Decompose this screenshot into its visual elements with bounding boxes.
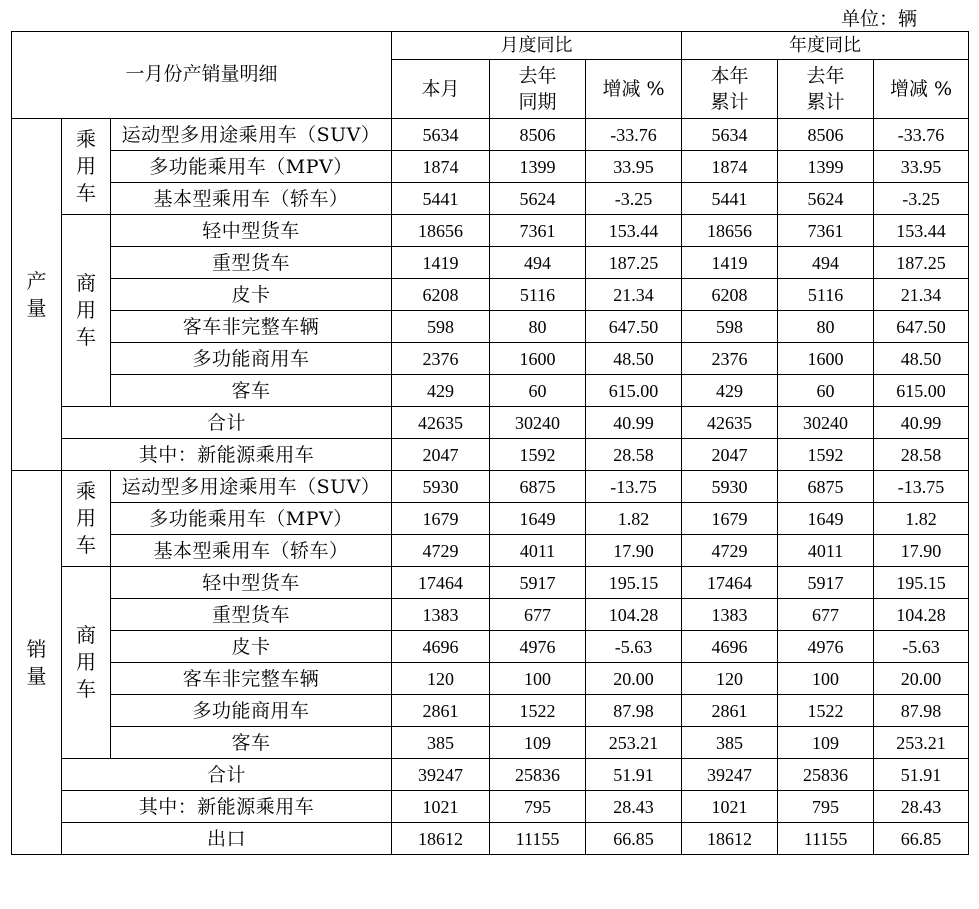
table-row — [12, 279, 969, 311]
summary-row — [12, 439, 969, 471]
value-cell: 25836 — [778, 759, 874, 791]
value-cell: 7361 — [778, 215, 874, 247]
commercial-group-label: 商 用 车 — [62, 567, 111, 759]
row-label: 基本型乘用车（轿车） — [111, 183, 392, 215]
value-cell: 87.98 — [586, 695, 682, 727]
table-row — [12, 663, 969, 695]
value-cell: 4696 — [392, 631, 490, 663]
value-cell: 8506 — [490, 119, 586, 151]
value-cell: -33.76 — [874, 119, 969, 151]
row-label: 客车非完整车辆 — [111, 311, 392, 343]
table-row — [12, 471, 969, 503]
value-cell: 42635 — [392, 407, 490, 439]
table-row — [12, 311, 969, 343]
row-label: 多功能商用车 — [111, 695, 392, 727]
value-cell: 1679 — [682, 503, 778, 535]
value-cell: 100 — [778, 663, 874, 695]
value-cell: 598 — [392, 311, 490, 343]
value-cell: 6208 — [682, 279, 778, 311]
table-row — [12, 695, 969, 727]
value-cell: -13.75 — [874, 471, 969, 503]
section-label: 销 量 — [12, 471, 62, 855]
table-row — [12, 375, 969, 407]
value-cell: 615.00 — [874, 375, 969, 407]
value-cell: 1399 — [778, 151, 874, 183]
table-row — [12, 247, 969, 279]
yearly-group-header: 年度同比 — [682, 32, 969, 60]
value-cell: 2376 — [392, 343, 490, 375]
table-row — [12, 183, 969, 215]
table-row — [12, 535, 969, 567]
value-cell: 385 — [682, 727, 778, 759]
value-cell: 120 — [682, 663, 778, 695]
value-cell: 18612 — [392, 823, 490, 855]
passenger-group-label: 乘 用 车 — [62, 119, 111, 215]
value-cell: 25836 — [490, 759, 586, 791]
value-cell: 28.43 — [874, 791, 969, 823]
value-cell: -3.25 — [874, 183, 969, 215]
value-cell: 48.50 — [874, 343, 969, 375]
commercial-group-label: 商 用 车 — [62, 215, 111, 407]
row-label: 多功能乘用车（MPV） — [111, 503, 392, 535]
value-cell: 18612 — [682, 823, 778, 855]
value-cell: 2861 — [682, 695, 778, 727]
value-cell: 1419 — [682, 247, 778, 279]
value-cell: 2047 — [682, 439, 778, 471]
value-cell: 5624 — [778, 183, 874, 215]
header-row-1 — [12, 32, 969, 60]
row-label: 轻中型货车 — [111, 567, 392, 599]
value-cell: 5624 — [490, 183, 586, 215]
value-cell: 60 — [490, 375, 586, 407]
value-cell: 1592 — [778, 439, 874, 471]
value-cell: -5.63 — [586, 631, 682, 663]
value-cell: 5441 — [392, 183, 490, 215]
table-title: 一月份产销量明细 — [12, 32, 392, 119]
value-cell: 1600 — [778, 343, 874, 375]
value-cell: 253.21 — [586, 727, 682, 759]
value-cell: 5930 — [392, 471, 490, 503]
value-cell: 21.34 — [874, 279, 969, 311]
value-cell: 11155 — [778, 823, 874, 855]
unit-label: 单位：辆 — [840, 8, 917, 30]
row-label: 基本型乘用车（轿车） — [111, 535, 392, 567]
value-cell: 4976 — [778, 631, 874, 663]
value-cell: 5634 — [392, 119, 490, 151]
value-cell: 5634 — [682, 119, 778, 151]
row-label: 运动型多用途乘用车（SUV） — [111, 471, 392, 503]
value-cell: 40.99 — [874, 407, 969, 439]
value-cell: 1419 — [392, 247, 490, 279]
value-cell: -5.63 — [874, 631, 969, 663]
value-cell: 1021 — [392, 791, 490, 823]
table-row — [12, 151, 969, 183]
row-label: 皮卡 — [111, 631, 392, 663]
col-header: 本月 — [392, 60, 490, 119]
section-label: 产 量 — [12, 119, 62, 471]
value-cell: 1522 — [778, 695, 874, 727]
value-cell: 60 — [778, 375, 874, 407]
value-cell: 4696 — [682, 631, 778, 663]
value-cell: 494 — [778, 247, 874, 279]
row-label: 轻中型货车 — [111, 215, 392, 247]
value-cell: 109 — [490, 727, 586, 759]
value-cell: 66.85 — [874, 823, 969, 855]
passenger-group-label: 乘 用 车 — [62, 471, 111, 567]
row-label: 多功能商用车 — [111, 343, 392, 375]
value-cell: 1399 — [490, 151, 586, 183]
value-cell: 80 — [490, 311, 586, 343]
value-cell: 5917 — [778, 567, 874, 599]
summary-label: 其中：新能源乘用车 — [62, 791, 392, 823]
value-cell: 795 — [778, 791, 874, 823]
value-cell: 5930 — [682, 471, 778, 503]
table-row — [12, 727, 969, 759]
value-cell: 1021 — [682, 791, 778, 823]
value-cell: 21.34 — [586, 279, 682, 311]
value-cell: 429 — [392, 375, 490, 407]
col-header: 增减 % — [874, 60, 969, 119]
value-cell: 4729 — [392, 535, 490, 567]
table-row — [12, 503, 969, 535]
col-header: 增减 % — [586, 60, 682, 119]
value-cell: 20.00 — [586, 663, 682, 695]
value-cell: 7361 — [490, 215, 586, 247]
value-cell: 615.00 — [586, 375, 682, 407]
row-label: 客车 — [111, 375, 392, 407]
value-cell: 195.15 — [586, 567, 682, 599]
value-cell: 42635 — [682, 407, 778, 439]
value-cell: 30240 — [490, 407, 586, 439]
value-cell: 494 — [490, 247, 586, 279]
value-cell: 647.50 — [874, 311, 969, 343]
value-cell: 100 — [490, 663, 586, 695]
row-label: 客车非完整车辆 — [111, 663, 392, 695]
value-cell: 5116 — [490, 279, 586, 311]
value-cell: 17.90 — [586, 535, 682, 567]
value-cell: 1679 — [392, 503, 490, 535]
summary-row — [12, 791, 969, 823]
value-cell: -13.75 — [586, 471, 682, 503]
value-cell: 1383 — [392, 599, 490, 631]
value-cell: 5917 — [490, 567, 586, 599]
value-cell: 30240 — [778, 407, 874, 439]
value-cell: 11155 — [490, 823, 586, 855]
value-cell: 153.44 — [874, 215, 969, 247]
row-label: 客车 — [111, 727, 392, 759]
summary-label: 合计 — [62, 759, 392, 791]
value-cell: 795 — [490, 791, 586, 823]
table-row — [12, 599, 969, 631]
value-cell: -3.25 — [586, 183, 682, 215]
value-cell: 647.50 — [586, 311, 682, 343]
value-cell: 1383 — [682, 599, 778, 631]
value-cell: 5441 — [682, 183, 778, 215]
value-cell: 1600 — [490, 343, 586, 375]
value-cell: 677 — [490, 599, 586, 631]
value-cell: 33.95 — [586, 151, 682, 183]
value-cell: 4729 — [682, 535, 778, 567]
summary-label: 合计 — [62, 407, 392, 439]
value-cell: 120 — [392, 663, 490, 695]
summary-row — [12, 823, 969, 855]
value-cell: 195.15 — [874, 567, 969, 599]
col-header: 去年 累计 — [778, 60, 874, 119]
value-cell: 6208 — [392, 279, 490, 311]
table-row — [12, 119, 969, 151]
value-cell: 17.90 — [874, 535, 969, 567]
row-label: 皮卡 — [111, 279, 392, 311]
value-cell: 1522 — [490, 695, 586, 727]
col-header: 本年 累计 — [682, 60, 778, 119]
value-cell: 39247 — [682, 759, 778, 791]
value-cell: 153.44 — [586, 215, 682, 247]
value-cell: 2861 — [392, 695, 490, 727]
value-cell: 51.91 — [586, 759, 682, 791]
value-cell: 18656 — [392, 215, 490, 247]
value-cell: 5116 — [778, 279, 874, 311]
value-cell: 6875 — [490, 471, 586, 503]
value-cell: 1.82 — [586, 503, 682, 535]
table-row — [12, 631, 969, 663]
value-cell: 187.25 — [874, 247, 969, 279]
value-cell: 66.85 — [586, 823, 682, 855]
value-cell: 104.28 — [586, 599, 682, 631]
value-cell: 1874 — [682, 151, 778, 183]
value-cell: 2376 — [682, 343, 778, 375]
value-cell: 109 — [778, 727, 874, 759]
value-cell: -33.76 — [586, 119, 682, 151]
monthly-group-header: 月度同比 — [392, 32, 682, 60]
summary-label: 出口 — [62, 823, 392, 855]
value-cell: 80 — [778, 311, 874, 343]
value-cell: 598 — [682, 311, 778, 343]
table-row — [12, 567, 969, 599]
value-cell: 4976 — [490, 631, 586, 663]
value-cell: 17464 — [682, 567, 778, 599]
value-cell: 33.95 — [874, 151, 969, 183]
col-header: 去年 同期 — [490, 60, 586, 119]
value-cell: 28.58 — [586, 439, 682, 471]
value-cell: 429 — [682, 375, 778, 407]
value-cell: 385 — [392, 727, 490, 759]
value-cell: 18656 — [682, 215, 778, 247]
row-label: 重型货车 — [111, 247, 392, 279]
value-cell: 1592 — [490, 439, 586, 471]
table-row — [12, 343, 969, 375]
value-cell: 6875 — [778, 471, 874, 503]
value-cell: 28.43 — [586, 791, 682, 823]
value-cell: 4011 — [778, 535, 874, 567]
row-label: 多功能乘用车（MPV） — [111, 151, 392, 183]
value-cell: 48.50 — [586, 343, 682, 375]
value-cell: 20.00 — [874, 663, 969, 695]
summary-label: 其中：新能源乘用车 — [62, 439, 392, 471]
value-cell: 17464 — [392, 567, 490, 599]
value-cell: 1.82 — [874, 503, 969, 535]
value-cell: 1649 — [778, 503, 874, 535]
value-cell: 1874 — [392, 151, 490, 183]
summary-row — [12, 407, 969, 439]
summary-row — [12, 759, 969, 791]
value-cell: 253.21 — [874, 727, 969, 759]
table-row — [12, 215, 969, 247]
value-cell: 104.28 — [874, 599, 969, 631]
value-cell: 4011 — [490, 535, 586, 567]
table-body — [12, 32, 969, 855]
value-cell: 40.99 — [586, 407, 682, 439]
value-cell: 8506 — [778, 119, 874, 151]
value-cell: 1649 — [490, 503, 586, 535]
production-sales-table — [11, 31, 969, 855]
value-cell: 677 — [778, 599, 874, 631]
value-cell: 39247 — [392, 759, 490, 791]
row-label: 重型货车 — [111, 599, 392, 631]
value-cell: 51.91 — [874, 759, 969, 791]
value-cell: 2047 — [392, 439, 490, 471]
value-cell: 187.25 — [586, 247, 682, 279]
value-cell: 28.58 — [874, 439, 969, 471]
row-label: 运动型多用途乘用车（SUV） — [111, 119, 392, 151]
value-cell: 87.98 — [874, 695, 969, 727]
